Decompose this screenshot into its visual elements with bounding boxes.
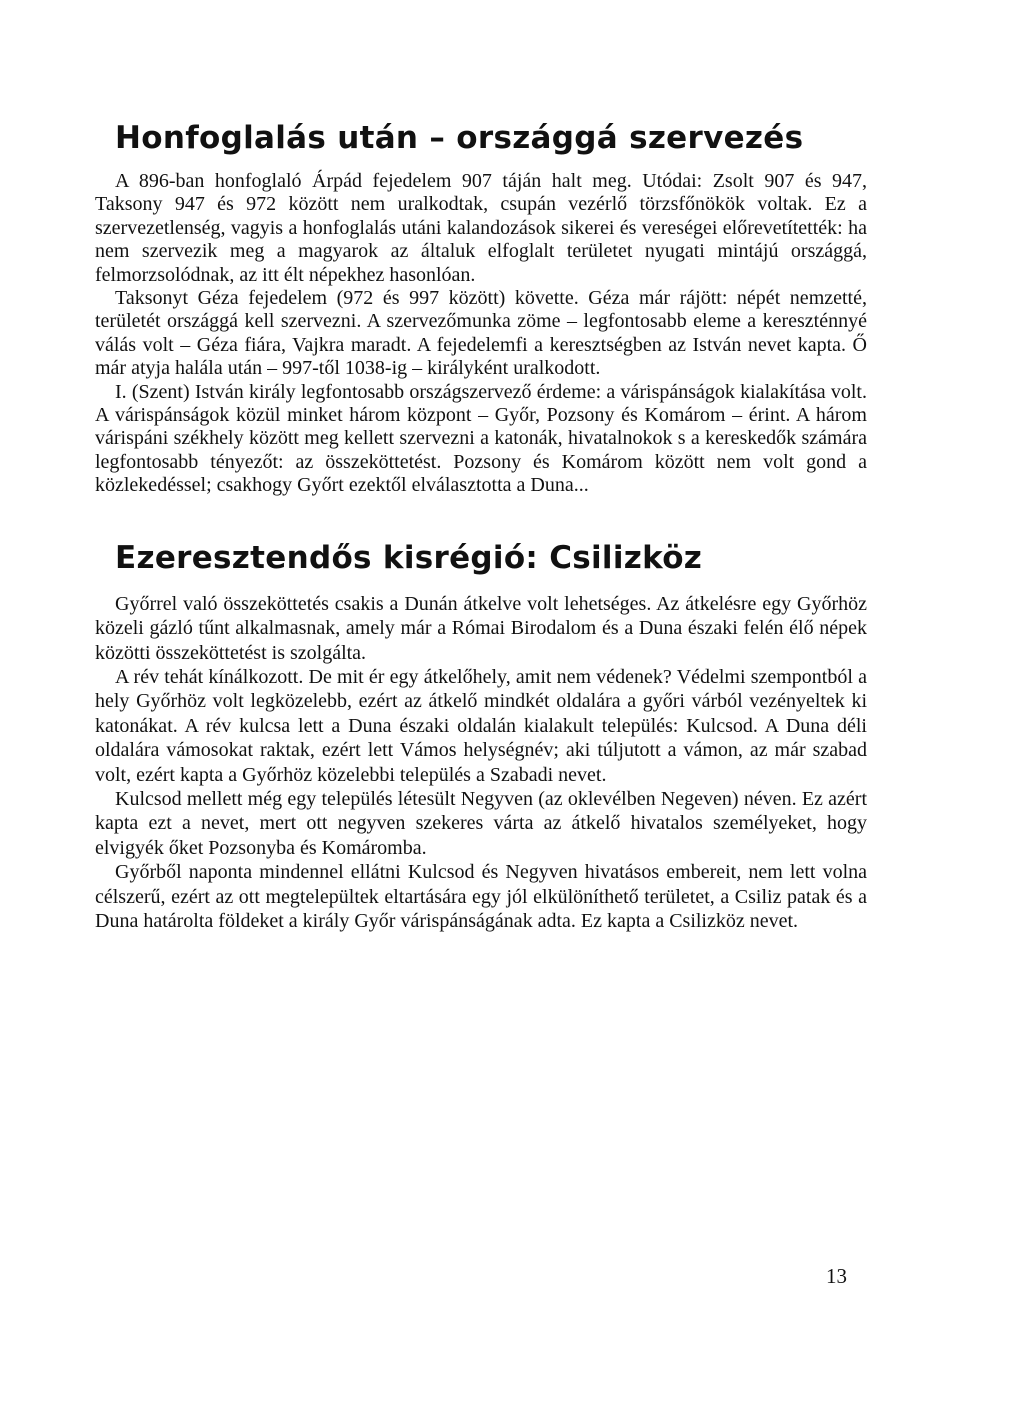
page-content — [95, 118, 867, 933]
section-csilizkoz — [95, 538, 867, 934]
section-honfoglalas — [95, 118, 867, 498]
paragraph: A rév tehát kínálkozott. De mit ér egy átkelőhely, amit nem védenek? Védelmi szempontból a hely Győrhöz volt legközelebb, ezért az átkelő mindkét oldalára a győri várból vezényeltek ki katonákat. A rév kulcsa lett a Duna északi oldalán kialakult település: Kulcsod. A Duna déli oldalára vámosokat raktak, ezért lett Vámos helységnév; aki túljutott a vámon, az már szabad volt, ezért kapta a Győrhöz közelebbi település a Szabadi nevet. — [95, 665, 867, 786]
page-number: 13 — [826, 1264, 847, 1288]
paragraph: Győrrel való összeköttetés csakis a Dunán átkelve volt lehetséges. Az átkelésre egy Győrhöz közeli gázló tűnt alkalmasnak, amely már a Római Birodalom és a Duna északi felén élő népek közötti összeköttetést is szolgálta. — [95, 592, 867, 664]
section-heading: Ezeresztendős kisrégió: Csilizköz — [115, 539, 703, 576]
paragraph: I. (Szent) István király legfontosabb országszervező érdeme: a várispánságok kialakítása volt. A várispánságok közül minket három központ – Győr, Pozsony és Komárom – érint. A három várispáni székhely között meg kellett szervezni a katonák, hivatalnokok s a kereskedők számára legfontosabb tényezőt: az összeköttetést. Pozsony és Komárom között nem volt gond a közlekedéssel; csakhogy Győrt ezektől elválasztotta a Duna... — [95, 380, 867, 497]
paragraph: A 896-ban honfoglaló Árpád fejedelem 907 táján halt meg. Utódai: Zsolt 907 és 947, Taksony 947 és 972 között nem uralkodtak, csupán vezérlő törzsfőnökök voltak. Ez a szervezetlenség, vagyis a honfoglalás utáni kalandozások sikerei és vereségei előrevetítették: ha nem szervezik meg a magyarok az általuk elfoglalt területet nyugati mintájú országgá, felmorzsolódnak, az itt élt népekhez hasonlóan. — [95, 170, 867, 286]
section-heading: Honfoglalás után – országgá szervezés — [115, 120, 804, 156]
paragraph: Kulcsod mellett még egy település létesült Negyven (az oklevélben Negeven) néven. Ez azért kapta ezt a nevet, mert ott negyven szekeres várta az átkelő hivatalos személyeket, hogy elvigyék őket Pozsonyba és Komáromba. — [95, 787, 867, 859]
paragraph: Győrből naponta mindennel ellátni Kulcsod és Negyven hivatásos embereit, nem lett volna célszerű, ezért az ott megtelepültek eltartására egy jól elkülöníthető területet, a Csiliz patak és a Duna határolta földeket a király Győr várispánságának adta. Ez kapta a Csilizköz nevet. — [95, 861, 867, 932]
paragraph: Taksonyt Géza fejedelem (972 és 997 között) követte. Géza már rájött: népét nemzetté, területét országgá kell szervezni. A szervezőmunka zöme – legfontosabb eleme a kereszténnyé válás volt – Géza fiára, Vajkra maradt. A fejedelemfi a keresztségben az István nevet kapta. Ő már atyja halála után – 997-től 1038-ig – királyként uralkodott. — [95, 287, 867, 380]
